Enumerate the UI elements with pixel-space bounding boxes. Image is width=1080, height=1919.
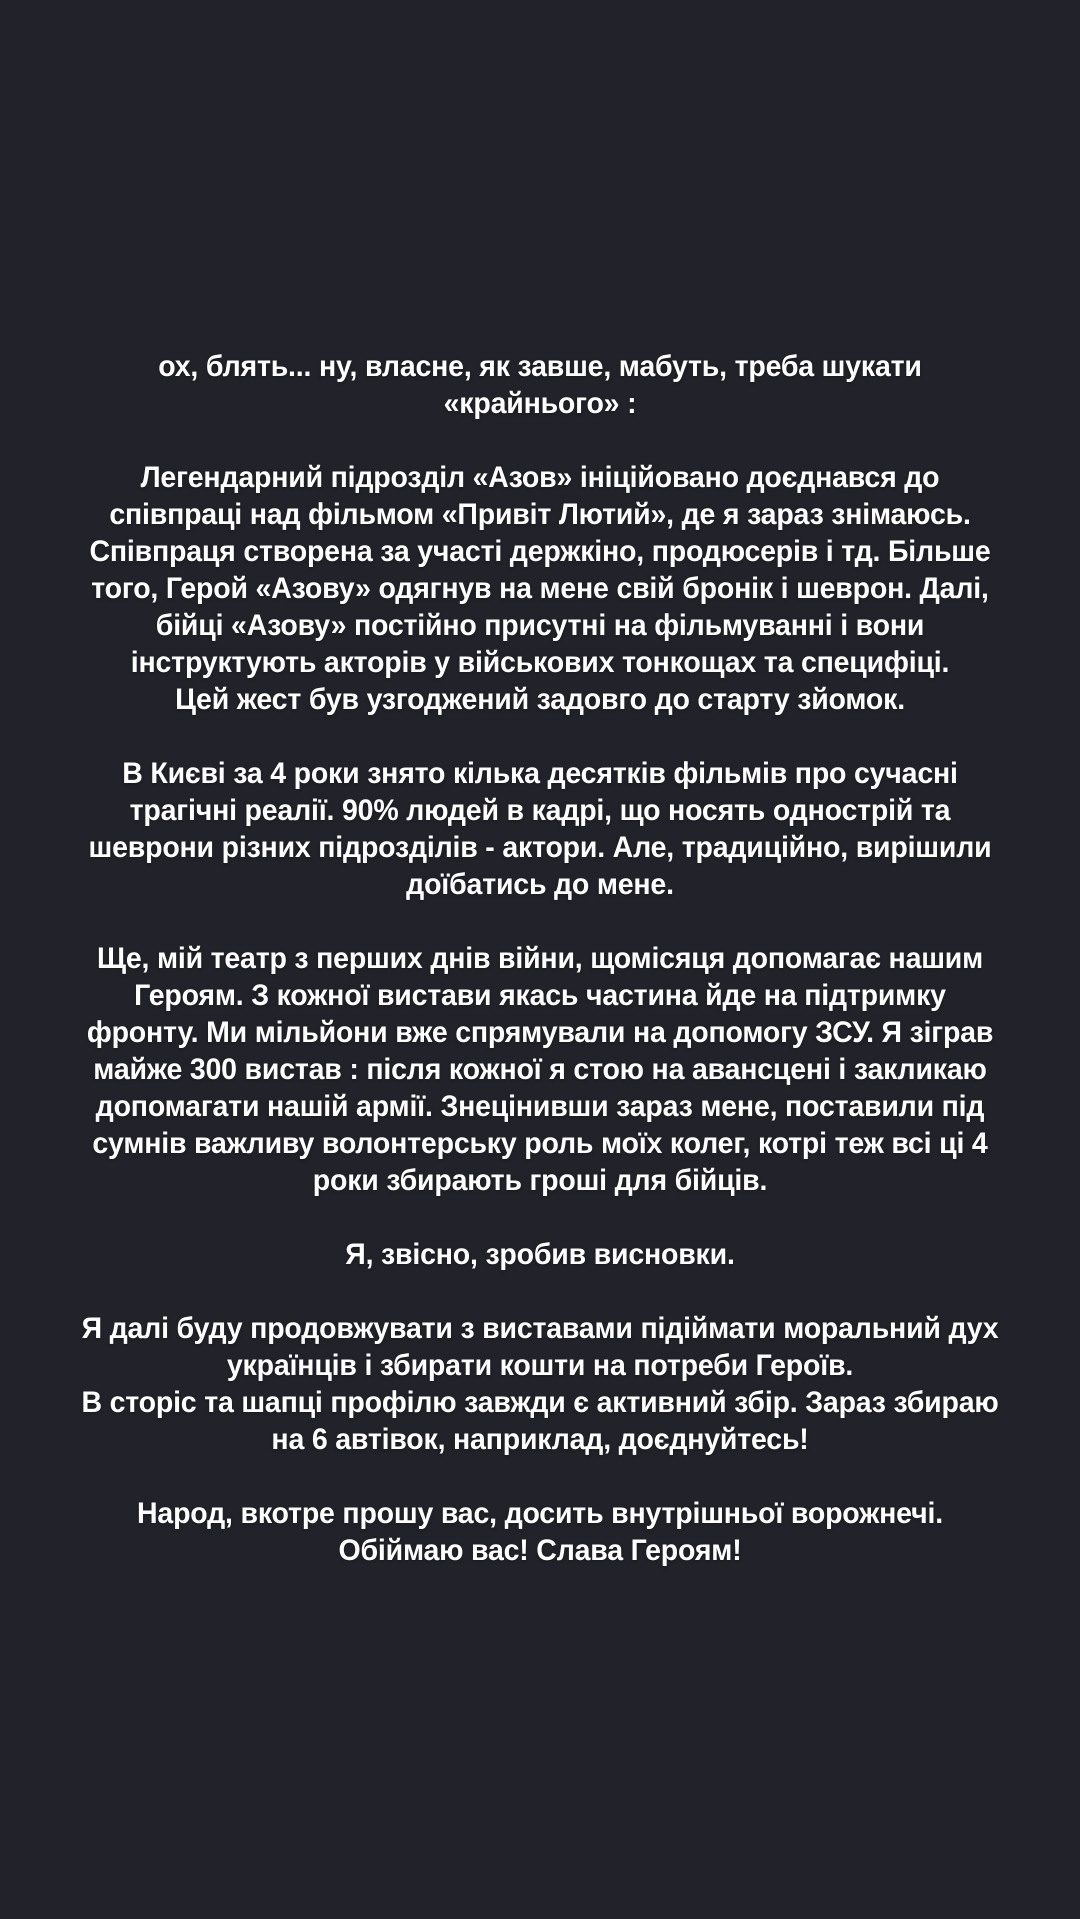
text-line: ох, блять... ну, власне, як завше, мабуть, треба шукати	[158, 350, 922, 383]
paragraph-7	[10, 1495, 1070, 1569]
text-line: того, Герой «Азову» одягнув на мене свій бронік і шеврон. Далі,	[91, 572, 989, 605]
text-line: трагічні реалії. 90% людей в кадрі, що носять однострій та	[129, 794, 951, 827]
paragraph-1	[10, 348, 1070, 422]
text-line: В Києві за 4 роки знято кілька десятків фільмів про сучасні	[122, 757, 958, 790]
text-line: фронту. Ми мільйони вже спрямували на допомогу ЗСУ. Я зіграв	[86, 1016, 994, 1049]
text-line: Я, звісно, зробив висновки.	[345, 1238, 735, 1271]
story-text	[10, 348, 1070, 1569]
text-line: Обіймаю вас! Слава Героям!	[338, 1534, 742, 1567]
text-line: доїбатись до мене.	[406, 868, 674, 901]
paragraph-4	[10, 940, 1070, 1199]
paragraph-2	[10, 459, 1070, 718]
text-line: допомагати нашій армії. Знецінивши зараз мене, поставили під	[95, 1090, 985, 1123]
paragraph-6	[10, 1310, 1070, 1458]
text-line: інструктують акторів у військових тонкощах та специфіці.	[130, 646, 950, 679]
text-line: майже 300 вистав : після кожної я стою на авансцені і закликаю	[93, 1053, 987, 1086]
text-line: Легендарний підрозділ «Азов» ініційовано доєднався до	[140, 461, 940, 494]
text-line: В сторіс та шапці профілю завжди є активний збір. Зараз збираю	[81, 1386, 999, 1419]
text-line: на 6 автівок, наприклад, доєднуйтесь!	[271, 1423, 809, 1456]
text-line: роки збирають гроші для бійців.	[312, 1164, 768, 1197]
text-line: Народ, вкотре прошу вас, досить внутрішньої ворожнечі.	[137, 1497, 943, 1530]
paragraph-3	[10, 755, 1070, 903]
text-line: «крайнього» :	[443, 387, 637, 420]
text-line: Я далі буду продовжувати з виставами підіймати моральний дух	[81, 1312, 999, 1345]
text-line: шеврони різних підрозділів - актори. Але, традиційно, вирішили	[88, 831, 992, 864]
text-line: українців і збирати кошти на потреби Героїв.	[226, 1349, 854, 1382]
text-line: Героям. З кожної вистави якась частина йде на підтримку	[134, 979, 946, 1012]
text-line: співпраці над фільмом «Привіт Лютий», де я зараз знімаюсь.	[109, 498, 971, 531]
text-line: Співпраця створена за участі держкіно, продюсерів і тд. Більше	[89, 535, 991, 568]
text-line: Цей жест був узгоджений задовго до старту зйомок.	[175, 683, 905, 716]
paragraph-5	[10, 1236, 1070, 1273]
text-line: бійці «Азову» постійно присутні на фільмуванні і вони	[155, 609, 925, 642]
text-line: Ще, мій театр з перших днів війни, щомісяця допомагає нашим	[96, 942, 984, 975]
text-line: сумнів важливу волонтерську роль моїх колег, котрі теж всі ці 4	[92, 1127, 988, 1160]
